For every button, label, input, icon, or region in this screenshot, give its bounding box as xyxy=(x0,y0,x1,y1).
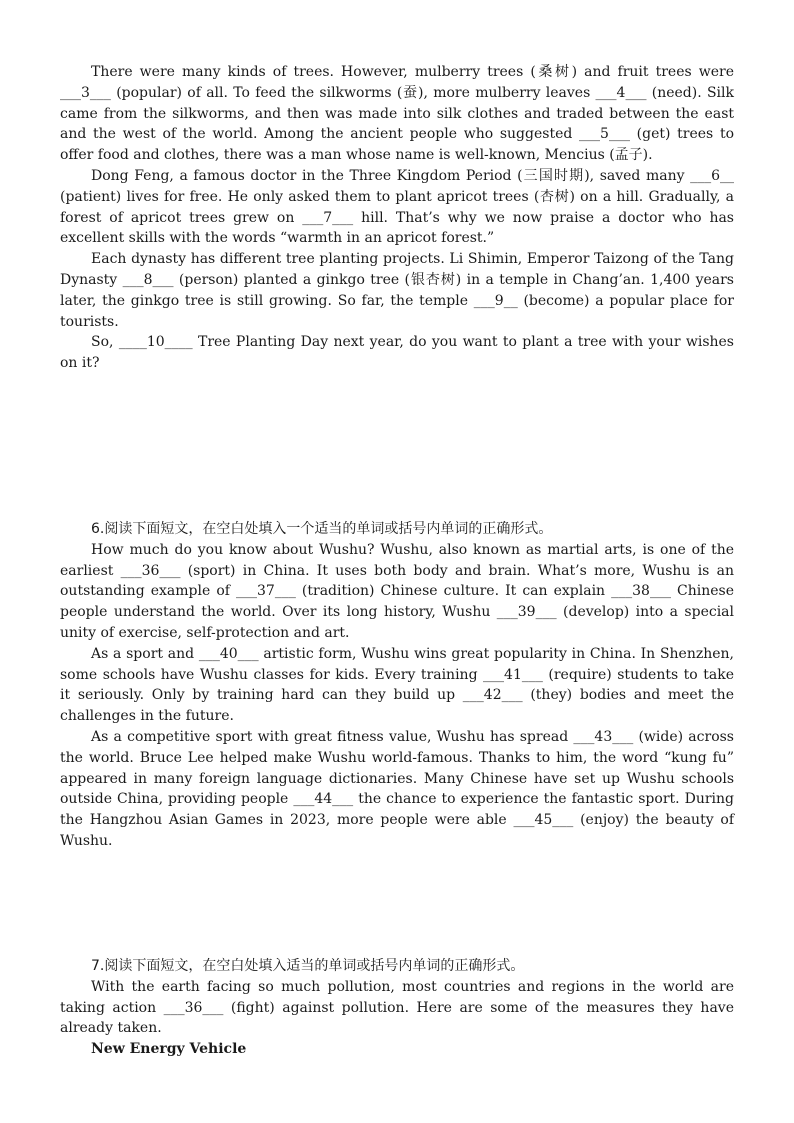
paragraph: Each dynasty has different tree planting projects. Li Shimin, Emperor Taizong of the Tang Dynasty ___8___ (person) planted a ginkgo tree (银杏树) in a temple in Chang’an. 1,400 years later, the ginkgo tree is still growing. So far, the temple ___9__ (become) a popular place for tourists. xyxy=(60,251,734,330)
passage-tree-planting xyxy=(60,62,734,374)
question-heading: 6.阅读下面短文，在空白处填入一个适当的单词或括号内单词的正确形式。 xyxy=(91,521,553,537)
paragraph: As a competitive sport with great fitness value, Wushu has spread ___43___ (wide) across the world. Bruce Lee helped make Wushu world-famous. Thanks to him, the word “kung fu” appeared in many foreign language dictionaries. Many Chinese have set up Wushu schools outside China, providing people ___44___ the chance to experience the fantastic sport. During the Hangzhou Asian Games in 2023, more people were able ___45___ (enjoy) the beauty of Wushu. xyxy=(60,728,734,849)
paragraph: How much do you know about Wushu? Wushu, also known as martial arts, is one of the earliest ___36___ (sport) in China. It uses both body and brain. What’s more, Wushu is an outstanding example of ___37___ (tradition) Chinese culture. It can explain ___38___ Chinese people understand the world. Over its long history, Wushu ___39___ (develop) into a special unity of exercise, self-protection and art. xyxy=(60,541,734,641)
question-7-pollution xyxy=(60,956,734,1060)
question-6-wushu xyxy=(60,519,734,852)
paragraph: With the earth facing so much pollution, most countries and regions in the world are taking action ___36___ (fight) against pollution. Here are some of the measures they have already taken. xyxy=(60,978,734,1037)
paragraph: There were many kinds of trees. However, mulberry trees (桑树) and fruit trees were ___3___ (popular) of all. To feed the silkworms (蚕), more mulberry leaves ___4___ (need). Silk came from the silkworms, and then was made into silk clothes and traded between the east and the west of the world. Among the ancient people who suggested ___5___ (get) trees to offer food and clothes, there was a man whose name is well-known, Mencius (孟子). xyxy=(60,64,734,164)
section-subheading: New Energy Vehicle xyxy=(91,1041,247,1058)
paragraph: So, ____10____ Tree Planting Day next year, do you want to plant a tree with your wishes on it? xyxy=(60,334,734,372)
paragraph: As a sport and ___40___ artistic form, Wushu wins great popularity in China. In Shenzhen, some schools have Wushu classes for kids. Every training ___41___ (require) students to take it seriously. Only by training hard can they build up ___42___ (they) bodies and meet the challenges in the future. xyxy=(60,645,734,725)
paragraph: Dong Feng, a famous doctor in the Three Kingdom Period (三国时期), saved many ___6__ (patient) lives for free. He only asked them to plant apricot trees (杏树) on a hill. Gradually, a forest of apricot trees grew on ___7___ hill. That’s why we now praise a doctor who has excellent skills with the words “warmth in an apricot forest.” xyxy=(60,167,734,247)
question-heading: 7.阅读下面短文，在空白处填入适当的单词或括号内单词的正确形式。 xyxy=(91,958,525,974)
